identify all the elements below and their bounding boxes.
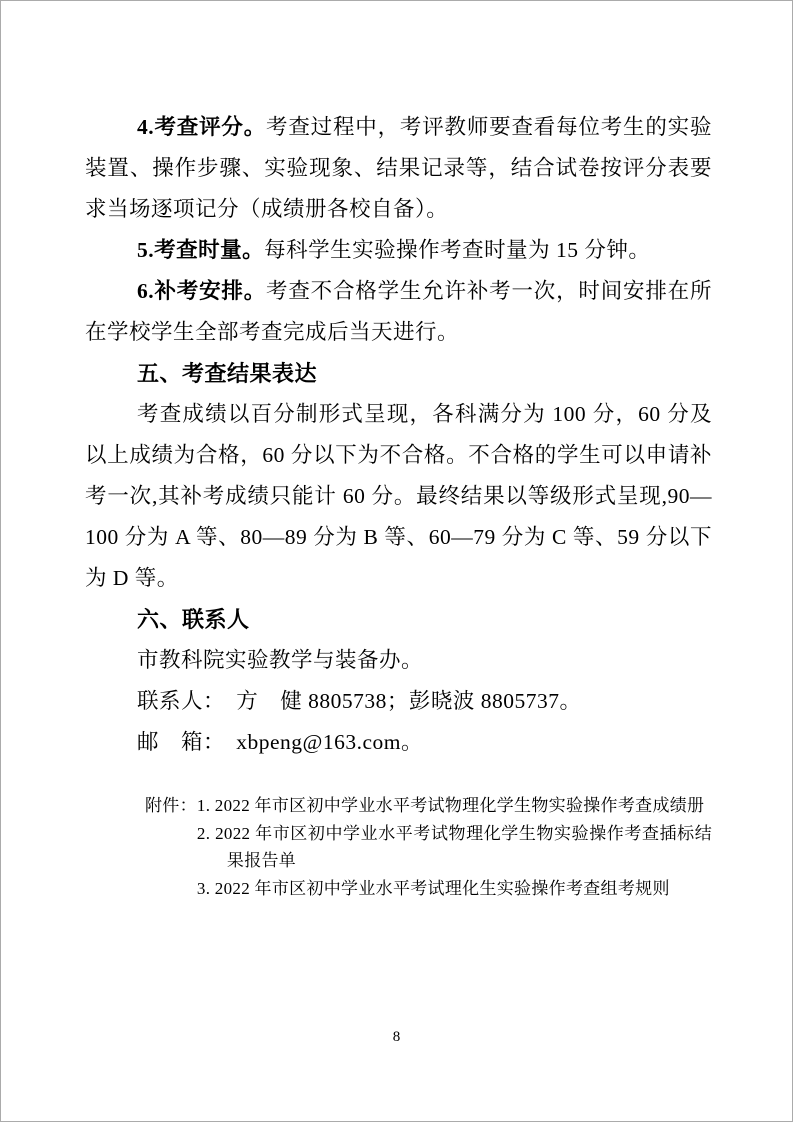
section-heading-contacts: 六、联系人 xyxy=(137,607,250,632)
attachment-item-1: 1. 2022 年市区初中学业水平考试物理化学生物实验操作考查成绩册 xyxy=(196,796,705,815)
attachment-item-2: 2. 2022 年市区初中学业水平考试物理化学生物实验操作考查插标结果报告单 xyxy=(196,823,712,870)
section-heading-results: 五、考查结果表达 xyxy=(137,361,318,386)
paragraph-item-6-lead: 6.补考安排。 xyxy=(137,279,267,303)
paragraph-item-6 xyxy=(85,271,712,353)
paragraph-office: 市教科院实验教学与装备办。 xyxy=(137,648,424,672)
paragraph-item-4 xyxy=(85,107,712,230)
attachment-item-3: 3. 2022 年市区初中学业水平考试理化生实验操作考查组考规则 xyxy=(196,878,670,898)
paragraph-item-6-text: 考查不合格学生允许补考一次，时间安排在所在学校学生全部考查完成后当天进行。 xyxy=(85,279,712,344)
paragraph-results: 考查成绩以百分制形式呈现，各科满分为 100 分，60 分及以上成绩为合格，60 分以下为不合格。不合格的学生可以申请补考一次,其补考成绩只能计 60 分。最终结果以等级形式呈现,90—100 分为 A 等、80—89 分为 B 等、60—79 分为 C 等、59 分以下为 D 等。 xyxy=(85,402,712,590)
paragraph-email: 邮 箱： xbpeng@163.com。 xyxy=(137,730,423,754)
page-number: 8 xyxy=(392,1029,401,1045)
document-body xyxy=(1,1,792,902)
paragraph-item-5-text: 每科学生实验操作考查时量为 15 分钟。 xyxy=(264,238,651,262)
paragraph-contact-persons: 联系人： 方 健 8805738；彭晓波 8805737。 xyxy=(137,689,582,713)
paragraph-item-4-text: 考查过程中，考评教师要查看每位考生的实验装置、操作步骤、实验现象、结果记录等，结合试卷按评分表要求当场逐项记分（成绩册各校自备）。 xyxy=(85,115,712,221)
paragraph-item-5-lead: 5.考查时量。 xyxy=(137,238,265,262)
paragraph-item-4-lead: 4.考查评分。 xyxy=(137,115,267,139)
attachments-label: 附件： xyxy=(145,796,197,815)
attachments-block xyxy=(145,792,712,902)
paragraph-item-5 xyxy=(85,230,712,271)
attachments-list xyxy=(197,792,712,902)
